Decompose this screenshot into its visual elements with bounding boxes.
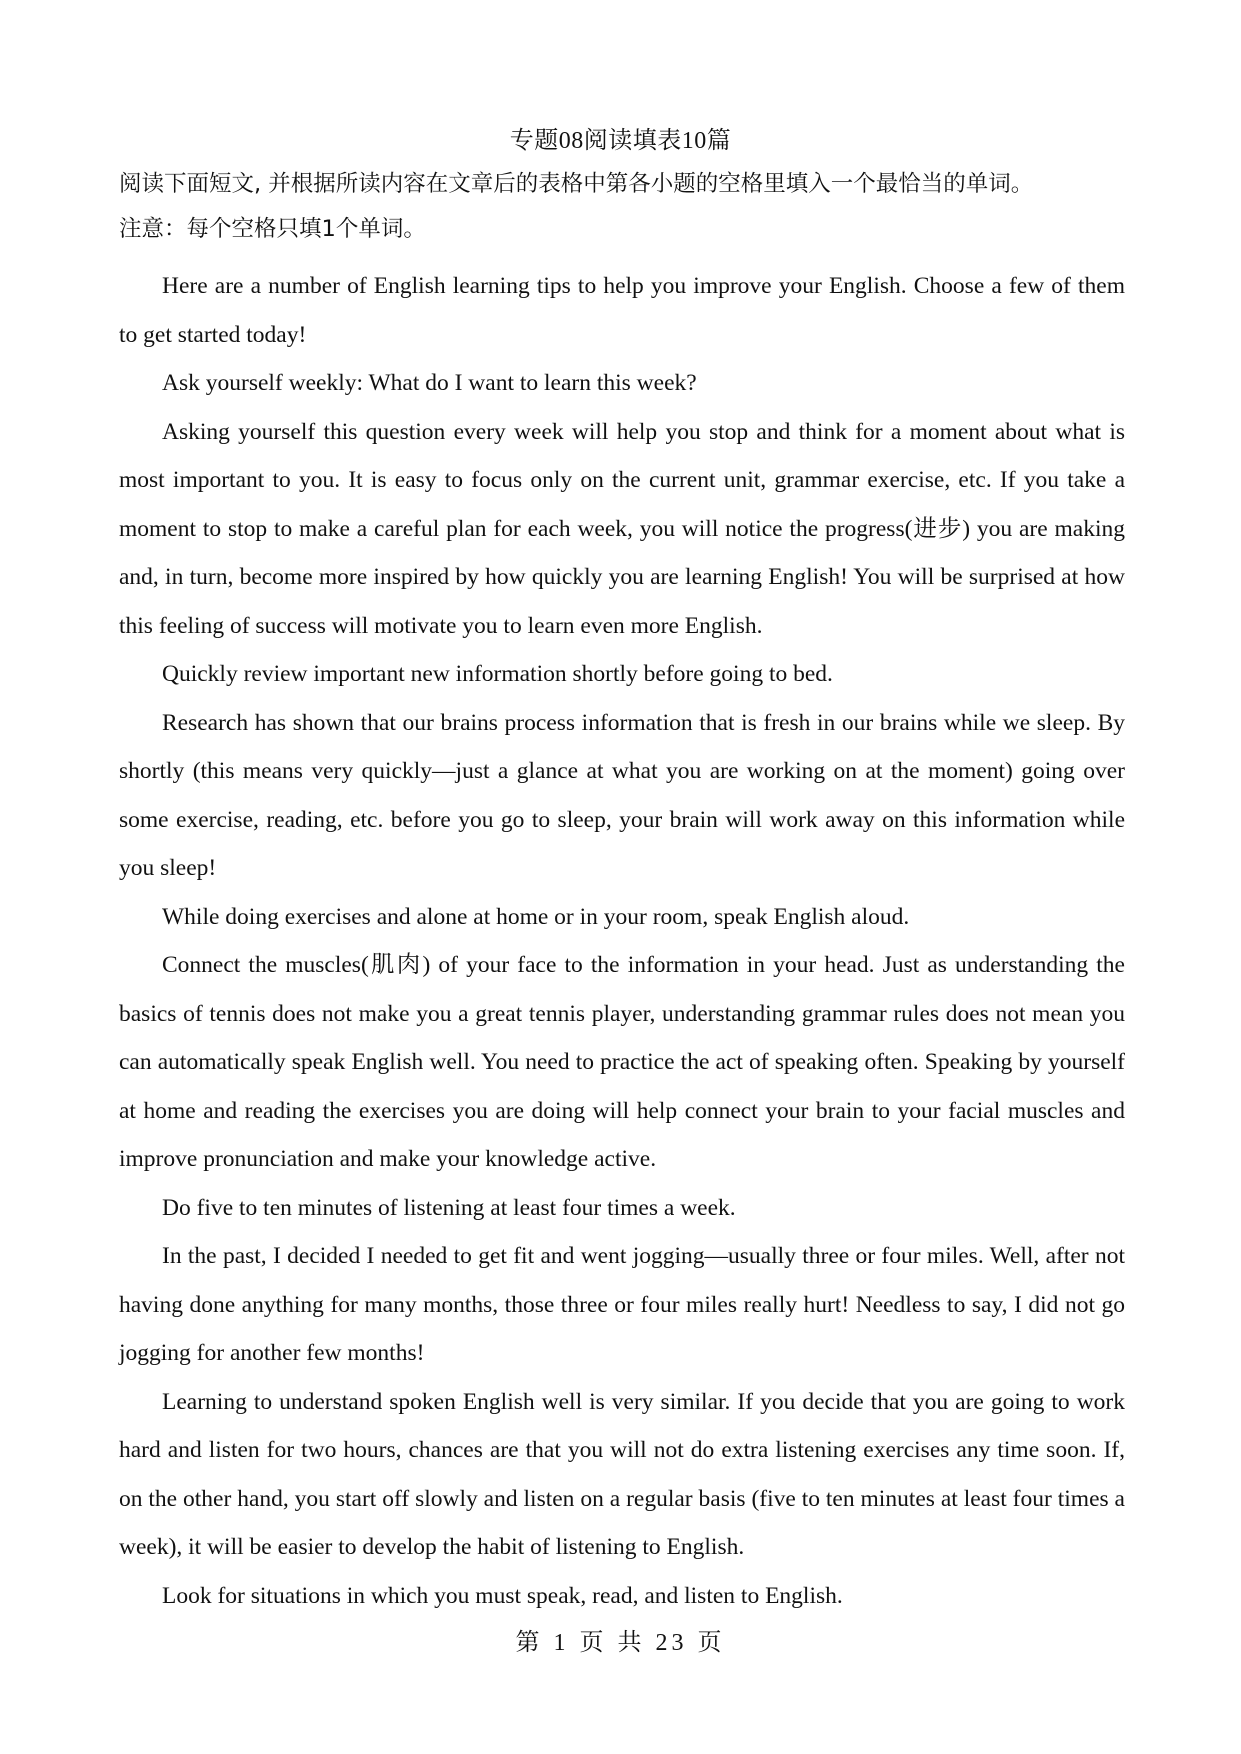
paragraph: Connect the muscles(肌肉) of your face to the information in your head. Just as understanding the basics of tennis does not make you a great tennis player, understanding grammar rules does not mean you can automatically speak English well. You need to practice the act of speaking often. Speaking by yourself at home and reading the exercises you are doing will help connect your brain to your facial muscles and improve pronunciation and make your knowledge active.: [119, 952, 1125, 1172]
instruction-line-1: 阅读下面短文, 并根据所读内容在文章后的表格中第各小题的空格里填入一个最恰当的单词。: [119, 171, 1034, 197]
paragraph: Research has shown that our brains process information that is fresh in our brains while we sleep. By shortly (this means very quickly—just a glance at what you are working on at the moment) going over some exercise, reading, etc. before you go to sleep, your brain will work away on this information while you sleep!: [119, 709, 1125, 881]
tip-heading-1: Ask yourself weekly: What do I want to learn this week?: [162, 370, 697, 396]
article-body: [119, 262, 1125, 1620]
tip-heading-3: While doing exercises and alone at home or in your room, speak English aloud.: [162, 903, 910, 930]
tip-heading-4: Do five to ten minutes of listening at least four times a week.: [162, 1194, 736, 1221]
paragraph: Learning to understand spoken English well is very similar. If you decide that you are going to work hard and listen for two hours, chances are that you will not do extra listening exercises any time soon. If, on the other hand, you start off slowly and listen on a regular basis (five to ten minutes at least four times a week), it will be easier to develop the habit of listening to English.: [119, 1388, 1125, 1560]
tip-heading-5: Look for situations in which you must speak, read, and listen to English.: [162, 1582, 843, 1609]
tip-heading-2: Quickly review important new information shortly before going to bed.: [162, 661, 833, 687]
paragraph: Asking yourself this question every week will help you stop and think for a moment about what is most important to you. It is easy to focus only on the current unit, grammar exercise, etc. If you take a moment to stop to make a careful plan for each week, you will notice the progress(进步) you are making and, in turn, become more inspired by how quickly you are learning English! You will be surprised at how this feeling of success will motivate you to learn even more English.: [119, 418, 1125, 639]
paragraph-intro: Here are a number of English learning tips to help you improve your English. Choose a few of them to get started today!: [119, 273, 1125, 348]
page-footer: 第 1 页 共 23 页: [515, 1630, 726, 1656]
paragraph: In the past, I decided I needed to get fit and went jogging—usually three or four miles. Well, after not having done anything for many months, those three or four miles really hurt! Needless to say, I did not go jogging for another few months!: [119, 1243, 1125, 1366]
instruction-line-2: 注意：每个空格只填1个单词。: [119, 216, 426, 242]
document-title: 专题08阅读填表10篇: [509, 128, 732, 154]
